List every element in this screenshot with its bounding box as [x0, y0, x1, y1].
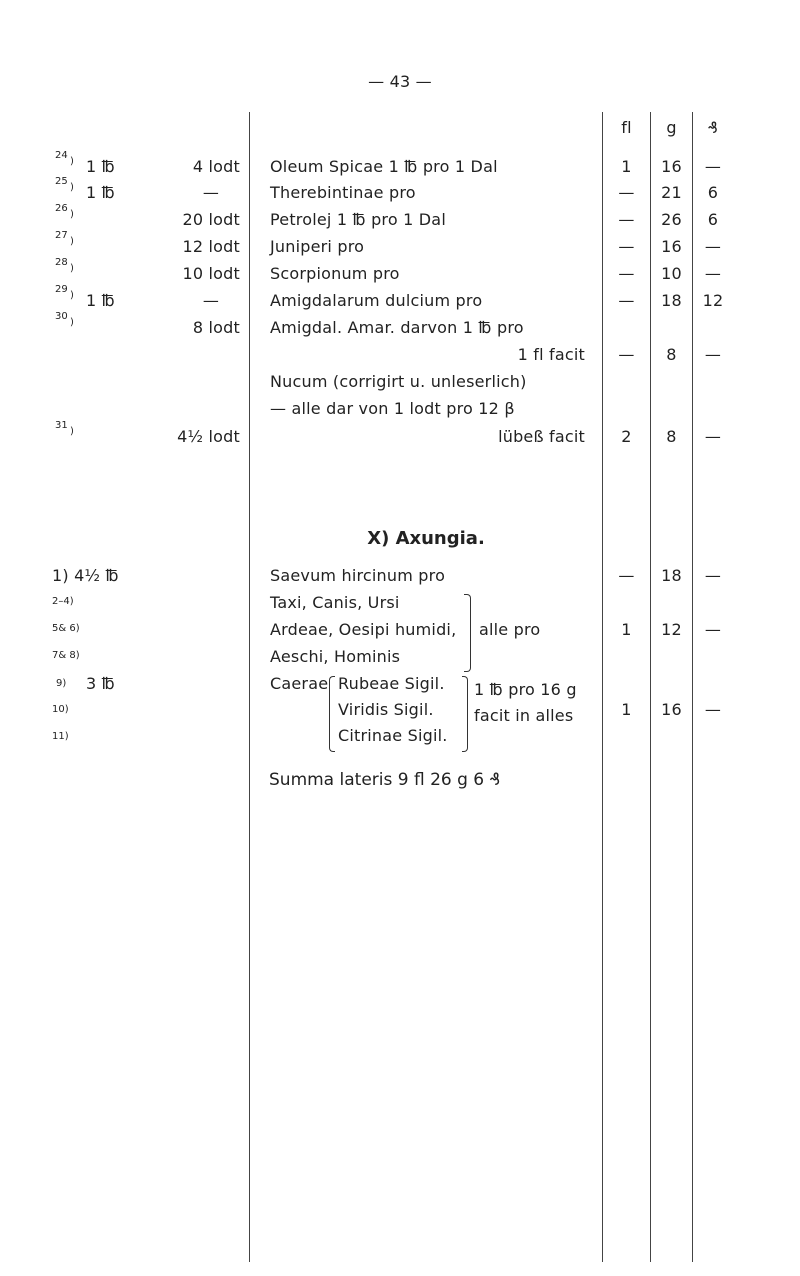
entry-unit: 8 lodt	[192, 318, 240, 337]
entry-ref: 24	[55, 150, 68, 161]
group-bracket	[462, 676, 468, 752]
group-line: Rubeae Sigil.	[338, 674, 445, 693]
rule-left	[249, 112, 250, 1262]
entry-g: 16	[661, 237, 682, 256]
section-title: X) Axungia.	[367, 528, 485, 549]
group-label: alle pro	[479, 620, 541, 639]
group-line: Ardeae, Oesipi humidi,	[270, 620, 457, 639]
header-d: ₰	[707, 118, 719, 137]
entry-qty: 1 ℔	[86, 291, 115, 310]
entry-g: 26	[661, 210, 682, 229]
entry-desc-cont: lübeß facit	[498, 427, 585, 446]
entry-ref: 5& 6)	[52, 623, 80, 634]
entry-ref: 30	[55, 311, 68, 322]
entry-desc: Petrolej 1 ℔ pro 1 Dal	[270, 210, 446, 229]
entry-fl: 1	[621, 157, 632, 176]
entry-g: 21	[661, 183, 682, 202]
group-line: Taxi, Canis, Ursi	[270, 593, 400, 612]
entry-g: 18	[661, 566, 682, 585]
summa-lateris: Summa lateris 9 fl 26 g 6 ₰	[269, 770, 501, 790]
entry-d: —	[704, 620, 722, 639]
entry-qty: 3 ℔	[86, 674, 115, 693]
entry-fl: 1	[621, 700, 632, 719]
group-line: Aeschi, Hominis	[270, 647, 401, 666]
entry-unit: 20 lodt	[182, 210, 240, 229]
entry-g: 18	[661, 291, 682, 310]
entry-fl: —	[618, 566, 635, 585]
entry-desc: Amigdal. Amar. darvon 1 ℔ pro	[270, 318, 524, 337]
entry-d: —	[704, 345, 722, 364]
group-label: 1 ℔ pro 16 g	[474, 680, 577, 699]
entry-unit: 10 lodt	[182, 264, 240, 283]
entry-qty: 1 ℔	[86, 183, 115, 202]
entry-desc: Juniperi pro	[270, 237, 365, 256]
group-label: facit in alles	[474, 706, 574, 725]
header-fl: fl	[621, 118, 632, 137]
group-prefix: Caerae	[270, 674, 329, 693]
rule-fl	[602, 112, 603, 1262]
rule-d	[692, 112, 693, 1262]
group-line: Citrinae Sigil.	[338, 726, 448, 745]
entry-d: —	[704, 700, 722, 719]
entry-ref: 31	[55, 420, 68, 431]
entry-fl: —	[618, 237, 635, 256]
entry-d: —	[704, 157, 722, 176]
entry-ref: 10)	[52, 704, 69, 715]
entry-ref: 29	[55, 284, 68, 295]
entry-d: —	[704, 427, 722, 446]
entry-desc: Scorpionum pro	[270, 264, 400, 283]
entry-g: 16	[661, 157, 682, 176]
entry-desc: Oleum Spicae 1 ℔ pro 1 Dal	[270, 157, 498, 176]
entry-unit: 12 lodt	[182, 237, 240, 256]
group-bracket	[464, 594, 471, 672]
entry-d: 12	[702, 291, 724, 310]
entry-unit: —	[202, 291, 220, 310]
entry-unit: 4½ lodt	[177, 427, 240, 446]
entry-d: —	[704, 237, 722, 256]
entry-ref: 11)	[52, 731, 69, 742]
entry-d: 6	[707, 210, 719, 229]
entry-d: —	[704, 264, 722, 283]
entry-g: 12	[661, 620, 682, 639]
entry-desc: Nucum (corrigirt u. unleserlich)	[270, 372, 527, 391]
entry-g: 16	[661, 700, 682, 719]
entry-qty: 1 ℔	[86, 157, 115, 176]
entry-fl: 2	[621, 427, 632, 446]
entry-d: —	[704, 566, 722, 585]
entry-fl: —	[618, 291, 635, 310]
page-number: — 43 —	[368, 72, 432, 91]
entry-fl: —	[618, 183, 635, 202]
entry-g: 8	[666, 345, 677, 364]
entry-fl: 1	[621, 620, 632, 639]
entry-desc: Amigdalarum dulcium pro	[270, 291, 483, 310]
entry-ref: 25	[55, 176, 68, 187]
group-line: Viridis Sigil.	[338, 700, 434, 719]
entry-fl: —	[618, 210, 635, 229]
entry-unit: —	[202, 183, 220, 202]
entry-g: 8	[666, 427, 677, 446]
entry-ref: 7& 8)	[52, 650, 80, 661]
entry-ref: 26	[55, 203, 68, 214]
entry-g: 10	[661, 264, 682, 283]
entry-ref: 1) 4½ ℔	[52, 566, 119, 585]
entry-ref: 9)	[56, 678, 67, 689]
header-g: g	[666, 118, 677, 137]
rule-g	[650, 112, 651, 1262]
entry-d: 6	[707, 183, 719, 202]
entry-fl: —	[618, 264, 635, 283]
entry-desc: Saevum hircinum pro	[270, 566, 446, 585]
entry-unit: 4 lodt	[192, 157, 240, 176]
entry-desc-cont: 1 fl facit	[517, 345, 585, 364]
entry-desc-cont: — alle dar von 1 lodt pro 12 β	[270, 399, 515, 418]
entry-fl: —	[618, 345, 635, 364]
entry-ref: 2–4)	[52, 596, 74, 607]
entry-ref: 27	[55, 230, 68, 241]
entry-ref: 28	[55, 257, 68, 268]
entry-desc: Therebintinae pro	[270, 183, 416, 202]
group-bracket	[329, 676, 335, 752]
